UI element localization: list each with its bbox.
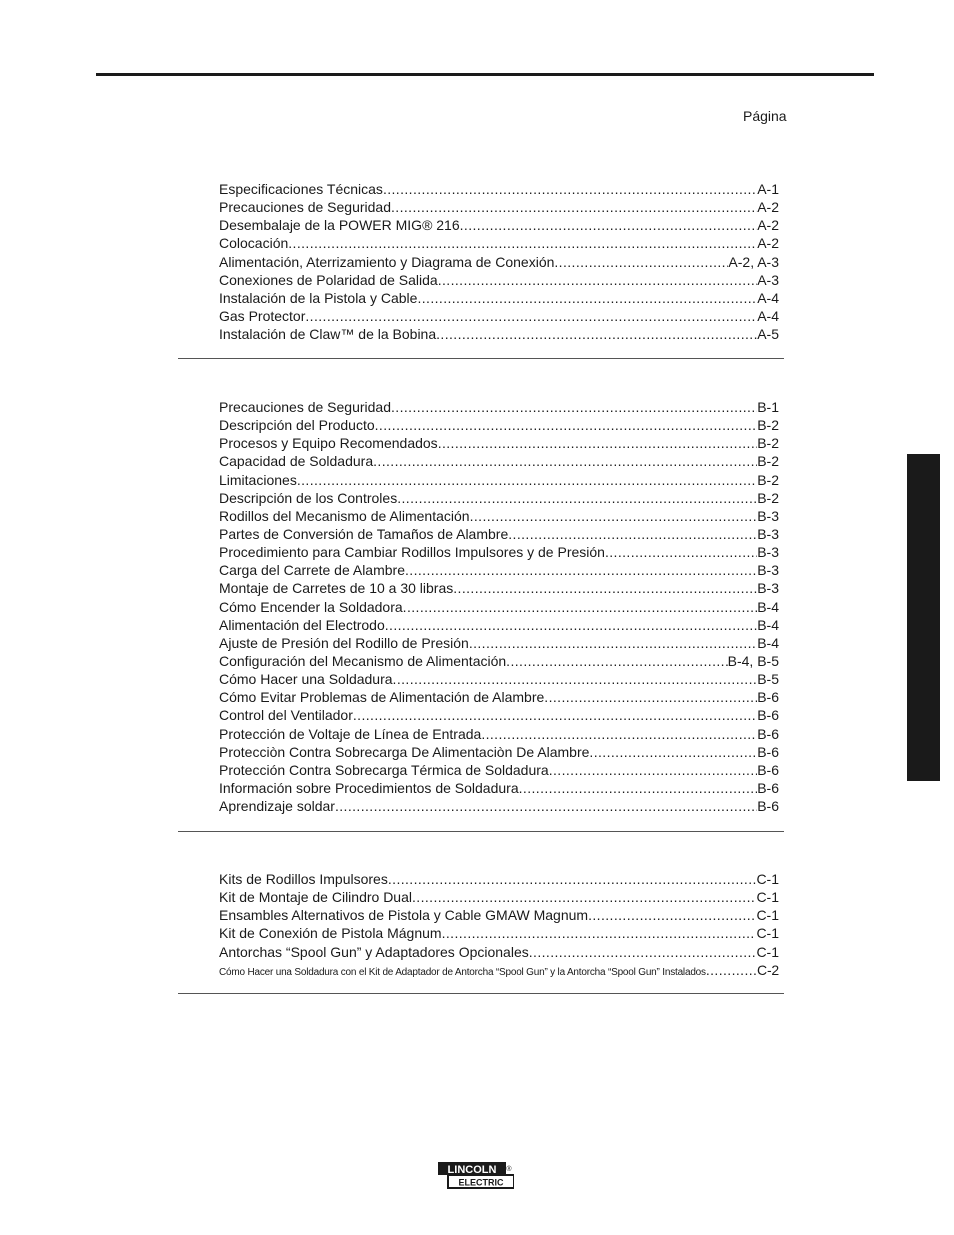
dot-leader [397,489,757,507]
dot-leader [529,943,757,961]
toc-entry-title: Cómo Hacer una Soldadura [219,671,393,688]
toc-entry-title: Precauciones de Seguridad [219,199,392,216]
dot-leader [453,579,757,597]
toc-entry[interactable] [219,634,779,652]
toc-entry-page: B-4 [757,616,779,633]
toc-entry[interactable] [219,725,779,743]
svg-text:®: ® [506,1166,512,1173]
toc-entry[interactable] [219,743,779,761]
dot-leader [403,598,758,616]
toc-entry-title: Protecciòn Contra Sobrecarga De Alimentaciòn De Alambre [219,743,590,760]
toc-entry-page: B-6 [757,707,779,724]
toc-entry-page: B-3 [757,544,779,561]
dot-leader [706,961,757,979]
toc-entry-title: Desembalaje de la POWER MIG® 216 [219,217,460,234]
toc-entry-page: A-3 [757,271,779,288]
dot-leader [383,180,757,198]
dot-leader [544,688,757,706]
section-divider [178,358,784,359]
dot-leader [481,725,757,743]
toc-entry-page: A-2 [757,217,779,234]
section-tab-marker [907,454,940,781]
toc-entry[interactable] [219,779,779,797]
toc-entry-page: B-1 [757,399,779,415]
toc-entry-page: B-6 [757,798,779,815]
dot-leader [288,234,757,252]
dot-leader [549,761,758,779]
dot-leader [388,870,757,888]
toc-entry-title: Conexiones de Polaridad de Salida [219,271,438,288]
toc-entry-title: Cómo Encender la Soldadora [219,598,403,615]
toc-entry[interactable] [219,271,779,289]
toc-entry-page: C-2 [757,961,779,978]
toc-entry-page: A-4 [757,289,779,306]
toc-entry[interactable] [219,797,779,815]
dot-leader [375,416,758,434]
toc-entry-title: Rodillos del Mecanismo de Alimentación [219,507,470,524]
toc-entry-page: A-1 [757,181,779,197]
toc-entry-title: Alimentación del Electrodo [219,616,385,633]
toc-entry-page: B-3 [757,507,779,524]
toc-entry-page: C-1 [756,925,779,942]
toc-entry-page: A-2 [757,235,779,252]
page-column-label: Página [743,108,787,124]
toc-entry-page: B-2 [757,435,779,452]
toc-entry-title: Descripción del Producto [219,417,375,434]
dot-leader [470,507,758,525]
dot-leader [335,797,757,815]
dot-leader [508,525,757,543]
lincoln-electric-logo [438,1162,514,1189]
toc-entry-page: B-5 [757,671,779,688]
toc-entry[interactable] [219,507,779,525]
toc-entry-title: Aprendizaje soldar [219,798,335,815]
dot-leader [588,906,756,924]
toc-entry[interactable] [219,616,779,634]
toc-entry-title: Cómo Evitar Problemas de Alimentación de Alambre [219,689,545,706]
svg-text:ELECTRIC: ELECTRIC [458,1177,504,1188]
dot-leader [393,670,758,688]
toc-entry-title: Procedimiento para Cambiar Rodillos Impulsores y de Presión [219,544,605,561]
toc-entry-page: C-1 [756,943,779,960]
toc-entry-title: Procesos y Equipo Recomendados [219,435,438,452]
toc-entry[interactable] [219,289,779,307]
toc-entry-title: Colocación [219,235,289,252]
toc-entry[interactable] [219,180,779,198]
toc-entry-title: Alimentación, Aterrizamiento y Diagrama de Conexión [219,253,555,270]
toc-entry-page: B-4 [757,634,779,651]
toc-entry-page: B-6 [757,761,779,778]
toc-entry[interactable] [219,198,779,216]
dot-leader [605,543,757,561]
toc-entry-page: B-6 [757,725,779,742]
toc-entry-title: Partes de Conversión de Tamaños de Alambre [219,525,509,542]
toc-entry-title: Configuración del Mecanismo de Alimentación [219,652,507,669]
toc-entry-title: Protección de Voltaje de Línea de Entrada [219,725,482,742]
dot-leader [589,743,757,761]
dot-leader [391,198,757,216]
toc-entry-page: B-3 [757,580,779,597]
dot-leader [442,924,757,942]
toc-entry-page: B-4, B-5 [727,652,779,669]
toc-entry[interactable] [219,870,779,888]
toc-entry-title: Kit de Montaje de Cilindro Dual [219,889,412,906]
toc-entry[interactable] [219,234,779,252]
toc-entry-title: Especificaciones Técnicas [219,181,383,197]
toc-entry-page: B-6 [757,779,779,796]
toc-entry[interactable] [219,561,779,579]
toc-entry-page: A-2, A-3 [728,253,779,270]
toc-entry-title: Información sobre Procedimientos de Soldadura [219,779,519,796]
toc-entry-page: B-3 [757,525,779,542]
toc-entry-page: B-2 [757,471,779,488]
toc-entry[interactable] [219,434,779,452]
dot-leader [460,216,758,234]
dot-leader [412,888,756,906]
toc-entry[interactable] [219,924,779,942]
toc-entry[interactable] [219,525,779,543]
dot-leader [405,561,757,579]
toc-section-3 [219,870,779,979]
toc-entry[interactable] [219,598,779,616]
toc-entry-page: C-1 [756,889,779,906]
toc-entry[interactable] [219,253,779,271]
dot-leader [417,289,757,307]
dot-leader [297,471,757,489]
svg-text:LINCOLN: LINCOLN [447,1164,497,1176]
toc-entry-page: B-2 [757,453,779,470]
toc-entry-title: Control del Ventilador [219,707,353,724]
toc-entry-title: Montaje de Carretes de 10 a 30 libras [219,580,454,597]
toc-entry[interactable] [219,906,779,924]
toc-entry-page: B-3 [757,562,779,579]
dot-leader [436,325,757,343]
toc-entry-page: A-2 [757,199,779,216]
toc-entry-title: Descripción de los Controles [219,489,398,506]
toc-entry[interactable] [219,543,779,561]
toc-entry-title: Capacidad de Soldadura [219,453,374,470]
toc-entry-title: Ensambles Alternativos de Pistola y Cable GMAW Magnum [219,907,589,924]
toc-entry-page: C-1 [756,871,779,887]
dot-leader [506,652,727,670]
toc-entry-title: Precauciones de Seguridad [219,399,392,415]
toc-entry-title: Ajuste de Presión del Rodillo de Presión [219,634,469,651]
toc-entry-title: Carga del Carrete de Alambre [219,562,405,579]
toc-entry-page: A-5 [757,326,779,343]
toc-entry-page: A-4 [757,307,779,324]
header-rule [96,73,874,76]
toc-entry-page: B-2 [757,417,779,434]
toc-entry-page: C-1 [756,907,779,924]
toc-entry-title: Limitaciones [219,471,297,488]
toc-entry[interactable] [219,471,779,489]
section-divider [178,831,784,832]
toc-entry[interactable] [219,761,779,779]
toc-entry[interactable] [219,888,779,906]
toc-entry[interactable] [219,416,779,434]
dot-leader [391,398,757,416]
toc-entry-title: Kit de Conexión de Pistola Mágnum [219,925,442,942]
toc-section-1 [219,180,779,343]
toc-entry[interactable] [219,489,779,507]
toc-entry[interactable] [219,670,779,688]
toc-entry[interactable] [219,652,779,670]
toc-entry-page: B-2 [757,489,779,506]
toc-entry-page: B-6 [757,743,779,760]
toc-entry-page: B-6 [757,689,779,706]
dot-leader [438,434,758,452]
dot-leader [554,253,728,271]
toc-entry[interactable] [219,688,779,706]
toc-entry-title: Antorchas “Spool Gun” y Adaptadores Opcionales [219,943,529,960]
toc-entry[interactable] [219,307,779,325]
dot-leader [305,307,757,325]
toc-entry[interactable] [219,579,779,597]
dot-leader [519,779,758,797]
toc-entry[interactable] [219,452,779,470]
dot-leader [469,634,757,652]
toc-entry-title: Cómo Hacer una Soldadura con el Kit de Adaptador de Antorcha “Spool Gun” y la Antorcha “Spool Gun” Instalados [219,966,706,978]
toc-entry[interactable] [219,216,779,234]
dot-leader [353,706,757,724]
toc-entry[interactable] [219,961,779,979]
toc-entry-title: Instalación de Claw™ de la Bobina [219,326,437,343]
toc-section-2 [219,398,779,815]
toc-entry-page: B-4 [757,598,779,615]
dot-leader [385,616,757,634]
toc-entry[interactable] [219,706,779,724]
toc-entry-title: Protección Contra Sobrecarga Térmica de Soldadura [219,761,549,778]
toc-entry[interactable] [219,398,779,416]
toc-entry-title: Gas Protector [219,307,306,324]
section-divider [178,993,784,994]
dot-leader [373,452,757,470]
toc-entry-title: Instalación de la Pistola y Cable [219,289,418,306]
toc-entry[interactable] [219,325,779,343]
toc-entry[interactable] [219,943,779,961]
toc-entry-title: Kits de Rodillos Impulsores [219,871,388,887]
dot-leader [438,271,757,289]
